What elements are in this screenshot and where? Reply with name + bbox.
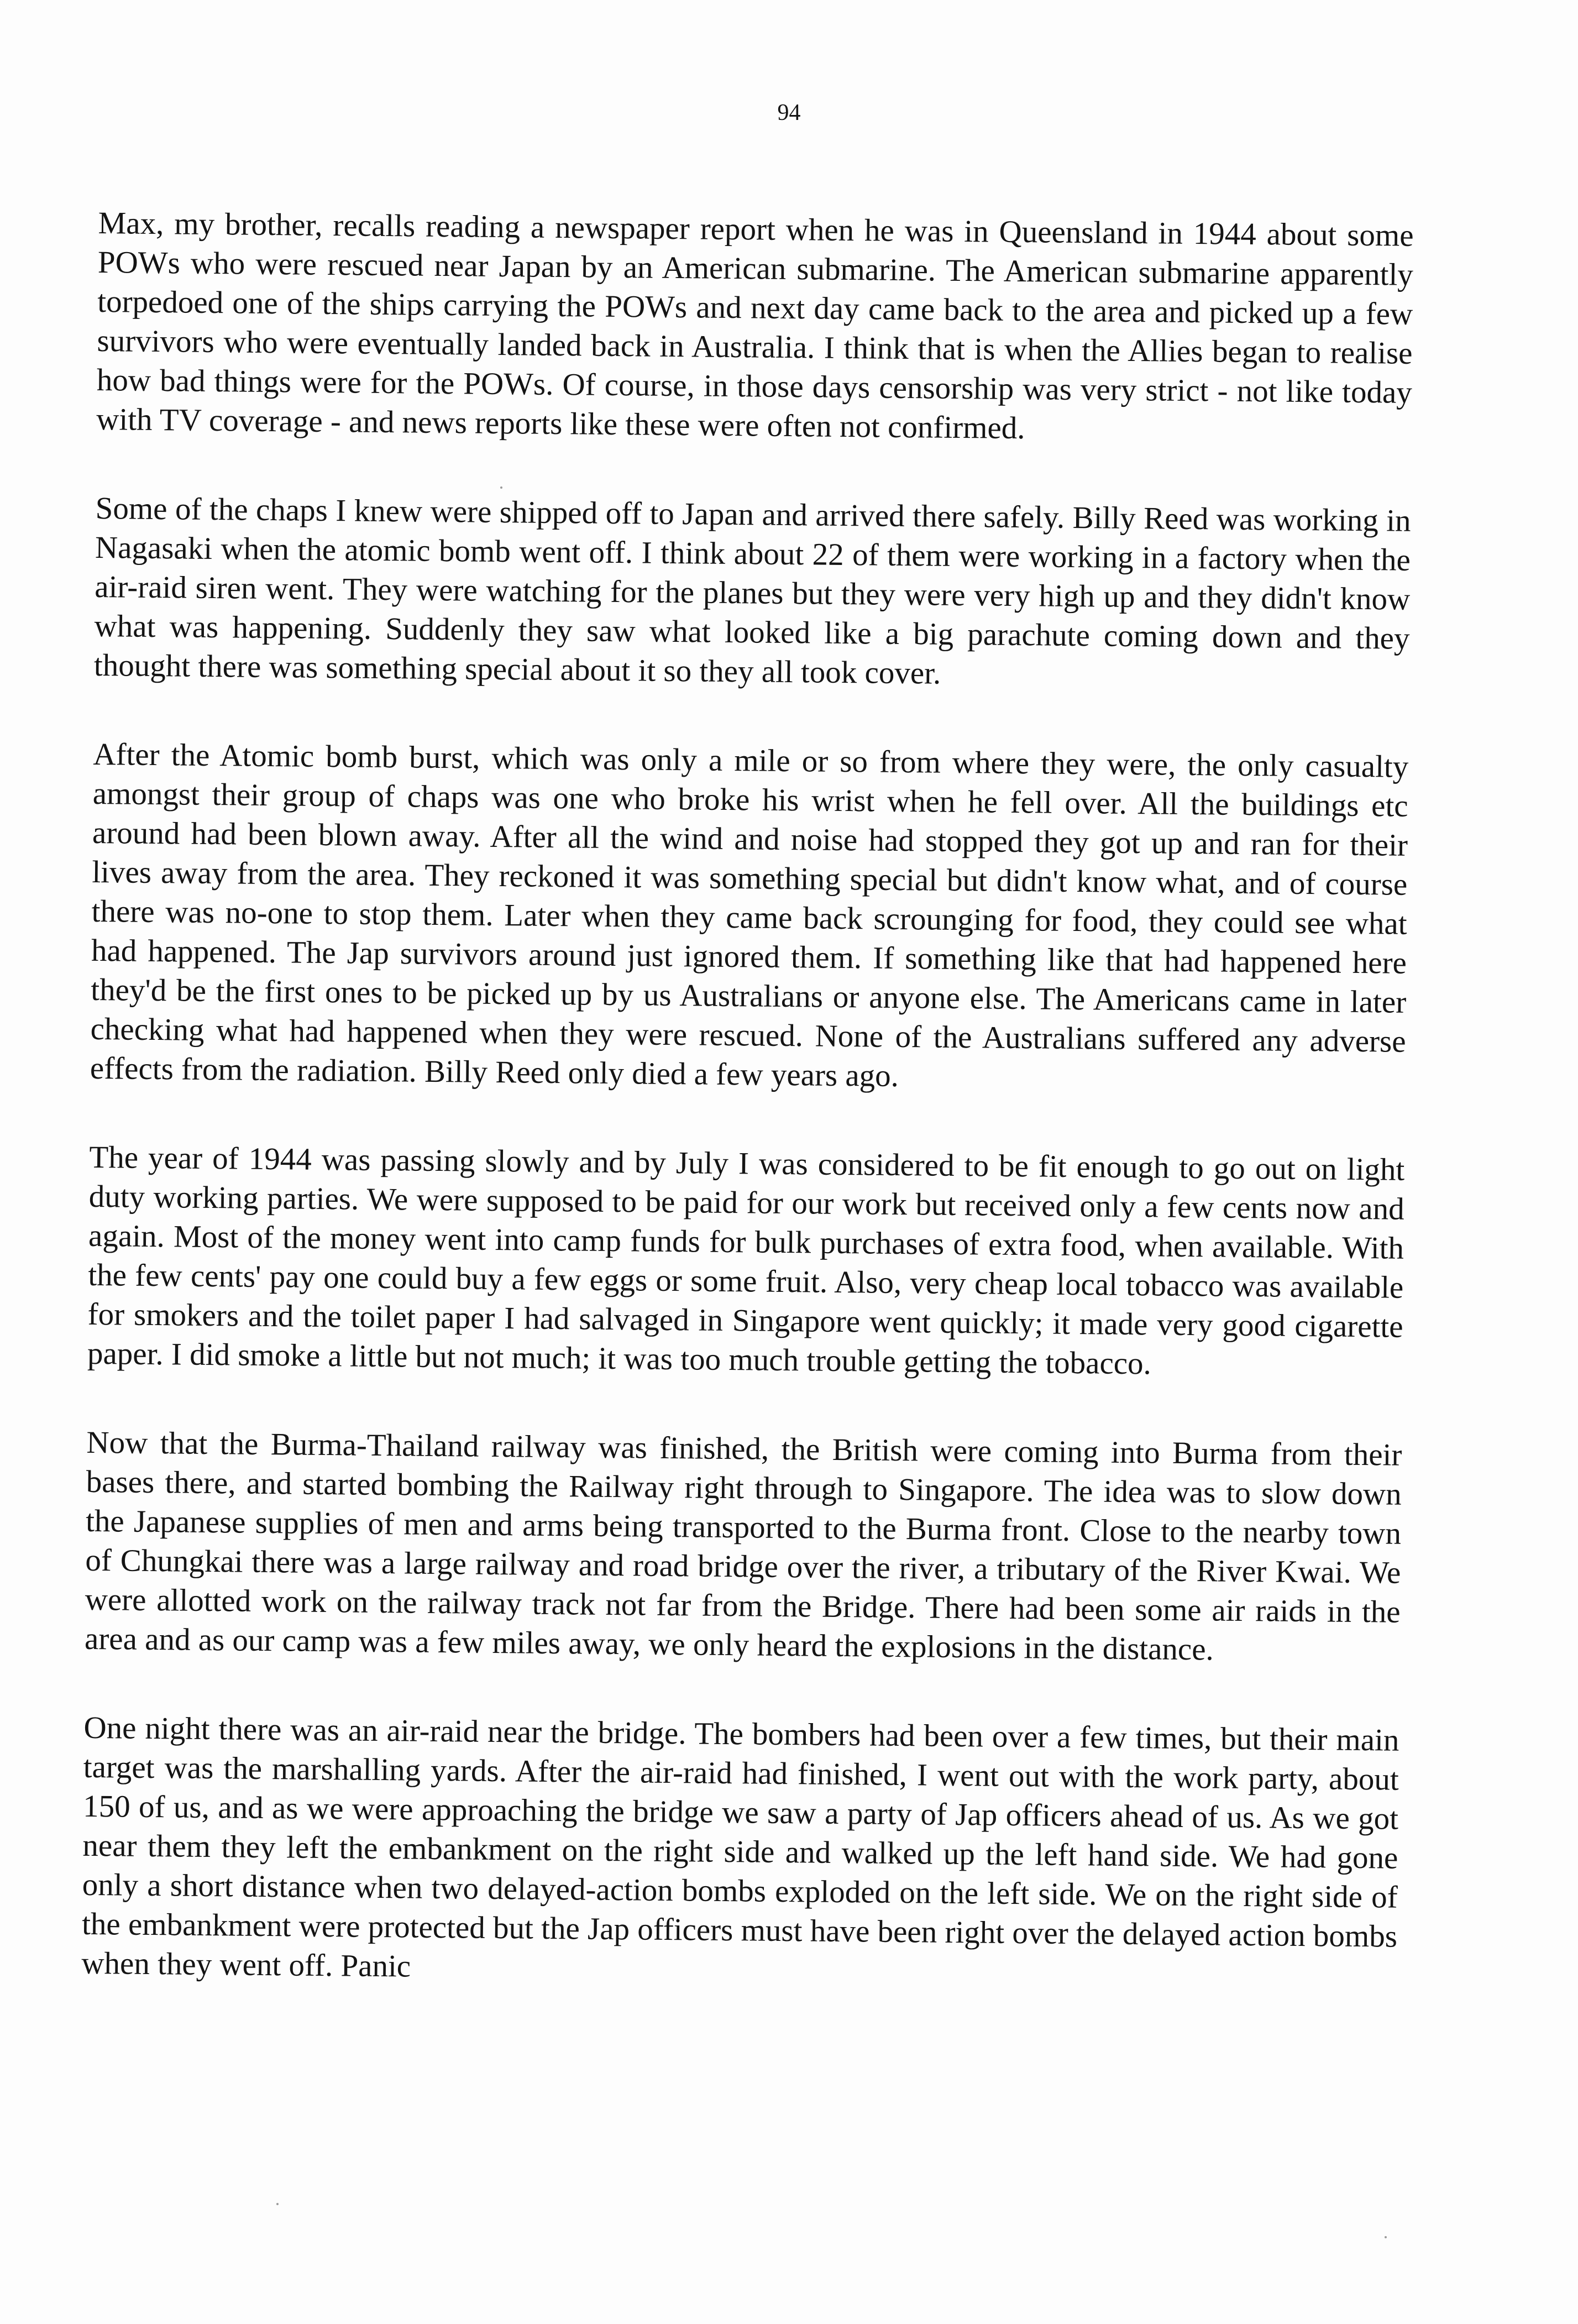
paragraph-nagasaki: Some of the chaps I knew were shipped off to Japan and arrived there safely. Billy Reed was working in Nagasaki when the atomic bomb went off. I think about 22 of them were working in a factory when the air-raid siren went. They were watching for the planes but they were very high up and they didn't know what was happening. Suddenly they saw what looked like a big parachute coming down and they thought there was something special about it so they all took cover.	[93, 490, 1411, 691]
scan-speck	[276, 2203, 279, 2205]
paragraph-air-raid: One night there was an air-raid near the bridge. The bombers had been over a few times, but their main target was the marshalling yards. After the air-raid had finished, I went out with the work party, about 150 of us, and as we were approaching the bridge we saw a party of Jap officers ahead of us. As we got near them they left the embankment on the right side and walked up the left hand side. We had gone only a short distance when two delayed-action bombs exploded on the left side. We on the right side of the embankment were protected but the Jap officers must have been right over the delayed action bombs when they went off. Panic	[81, 1710, 1399, 1984]
scan-speck	[500, 486, 502, 489]
paragraph-atomic-bomb: After the Atomic bomb burst, which was only a mile or so from where they were, the only casualty amongst their group of chaps was one who broke his wrist when he fell over. All the buildings etc around had been blown away. After all the wind and noise had stopped they got up and ran for their lives away from the area. They reckoned it was something special but didn't know what, and of course there was no-one to stop them. Later when they came back scrounging for food, they could see what had happened. The Jap survivors around just ignored them. If something like that had happened here they'd be the first ones to be picked up by us Australians or anyone else. The Americans came in later checking what had happened when they were rescued. None of the Australians suffered any adverse effects from the radiation. Billy Reed only died a few years ago.	[90, 736, 1409, 1093]
body-text	[81, 203, 1414, 2045]
paragraph-railway-bombing: Now that the Burma-Thailand railway was finished, the British were coming into Burma from their bases there, and started bombing the Railway right through to Singapore. The idea was to slow down the Japanese supplies of men and arms being transported to the Burma front. Close to the nearby town of Chungkai there was a large railway and road bridge over the river, a tributary of the River Kwai. We were allotted work on the railway track not far from the Bridge. There had been some air raids in the area and as our camp was a few miles away, we only heard the explosions in the distance.	[84, 1425, 1402, 1667]
paragraph-submarine-rescue: Max, my brother, recalls reading a newspaper report when he was in Queensland in 1944 about some POWs who were rescued near Japan by an American submarine. The American submarine apparently torpedoed one of the ships carrying the POWs and next day came back to the area and picked up a few survivors who were eventually landed back in Australia. I think that is when the Allies began to realise how bad things were for the POWs. Of course, in those days censorship was very strict - not like today with TV coverage - and news reports like these were often not confirmed.	[96, 205, 1414, 446]
page-number: 94	[777, 100, 801, 125]
scan-speck	[1385, 2236, 1387, 2238]
paragraph-working-parties: The year of 1944 was passing slowly and by July I was considered to be fit enough to go out on light duty working parties. We were supposed to be paid for our work but received only a few cents now and again. Most of the money went into camp funds for bulk purchases of extra food, when available. With the few cents' pay one could buy a few eggs or some fruit. Also, very cheap local tobacco was available for smokers and the toilet paper I had salvaged in Singapore went quickly; it made very good cigarette paper. I did smoke a little but not much; it was too much trouble getting the tobacco.	[87, 1139, 1405, 1381]
